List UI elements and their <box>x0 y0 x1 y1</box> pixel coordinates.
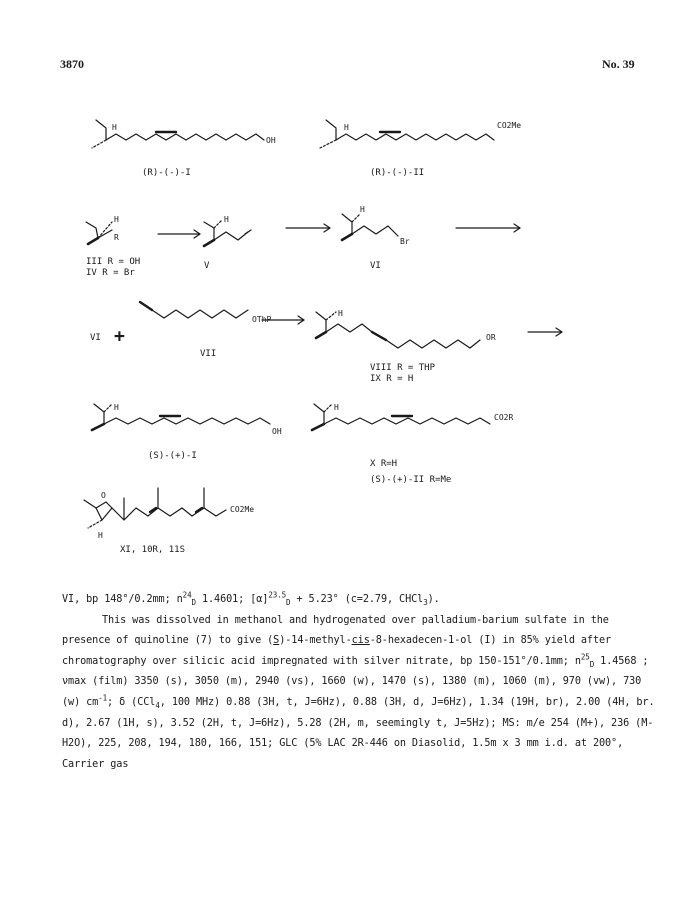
compound-label-s-ii: (S)-(+)-II R=Me <box>370 475 452 485</box>
r-label: R <box>114 233 119 242</box>
body-text <box>62 590 662 775</box>
co2me-label: CO2Me <box>497 121 522 130</box>
structure-r-i <box>92 120 264 148</box>
co2r-label: CO2R <box>494 413 514 422</box>
co2me-label: CO2Me <box>230 505 255 514</box>
compound-label-r-i: (R)-(-)-I <box>142 168 191 178</box>
h-label: H <box>334 403 339 412</box>
h-label: H <box>360 205 365 214</box>
othp-label: OThP <box>252 315 272 324</box>
h-label: H <box>338 309 343 318</box>
or-label: OR <box>486 333 496 342</box>
compound-label-vii: VII <box>200 349 217 359</box>
h-label: H <box>114 215 119 224</box>
compound-label-r-ii: (R)-(-)-II <box>370 168 425 178</box>
h-label: H <box>224 215 229 224</box>
h-label: H <box>114 403 119 412</box>
compound-label-iv: IV R = Br <box>86 268 135 278</box>
compound-label-vi: VI <box>370 261 381 271</box>
page-number: 3870 <box>60 57 84 71</box>
h-label: H <box>112 123 117 132</box>
oh-label: OH <box>272 427 282 436</box>
paragraph-hydrogenation: This was dissolved in methanol and hydrogenated over palladium-barium sulfate in the presence of quinoline (7) to give (S)-14-methyl-cis-8-hexadecen-1-ol (I) in 85% yield after chromatography over silicic acid impregnated with silver nitrate, bp 150-151°/0.1mm; $n^{25}_D$ 1.4568 ; νmax (film) 3350 (s), 3050 (m), 2940 (vs), 1660 (w), 1470 (s), 1380 (m), 1060 (m), 970 (vw), 730 (w) $cm^{-1}$; δ (CCl$_4$, 100 MHz) 0.88 (3H, t, J=6Hz), 0.88 (3H, d, J=6Hz), 1.34 (19H, br), 2.00 (4H, br. d), 2.67 (1H, s), 3.52 (2H, t, J=6Hz), 5.28 (2H, m, seemingly t, J=5Hz); MS: m/e 254 (M+), 236 (M-H2O), 225, 208, 194, 180, 166, 151; GLC (5% LAC 2R-446 on Diasolid, 1.5m x 3 mm i.d. at 200°, Carrier gas <box>62 614 655 770</box>
compound-label-vi: VI <box>90 333 101 343</box>
compound-label-x: X R=H <box>370 459 398 469</box>
h-label: H <box>98 531 103 540</box>
compound-label-s-i: (S)-(+)-I <box>148 451 197 461</box>
structure-vi <box>342 214 398 240</box>
compound-label-viii: VIII R = THP <box>370 363 436 373</box>
issue-number: No. 39 <box>602 57 635 71</box>
compound-vi-data: VI, bp 148°/0.2mm; $n^{24}_D$ 1.4601; $[\alpha]^{23.5}_D + 5.23^\circ$ (c=2.79, CHCl$_3$). <box>62 590 440 608</box>
structure-vii <box>140 302 248 318</box>
plus-sign: + <box>114 326 125 347</box>
compound-label-iii: III R = OH <box>86 257 141 267</box>
compound-label-ix: IX R = H <box>370 374 414 384</box>
oh-label: OH <box>266 136 276 145</box>
br-label: Br <box>400 237 410 246</box>
compound-label-xi: XI, 10R, 11S <box>120 545 186 555</box>
structure-iii-iv <box>86 222 112 244</box>
epoxide-o-label: O <box>101 491 106 500</box>
compound-label-v: V <box>204 261 210 271</box>
h-label: H <box>344 123 349 132</box>
